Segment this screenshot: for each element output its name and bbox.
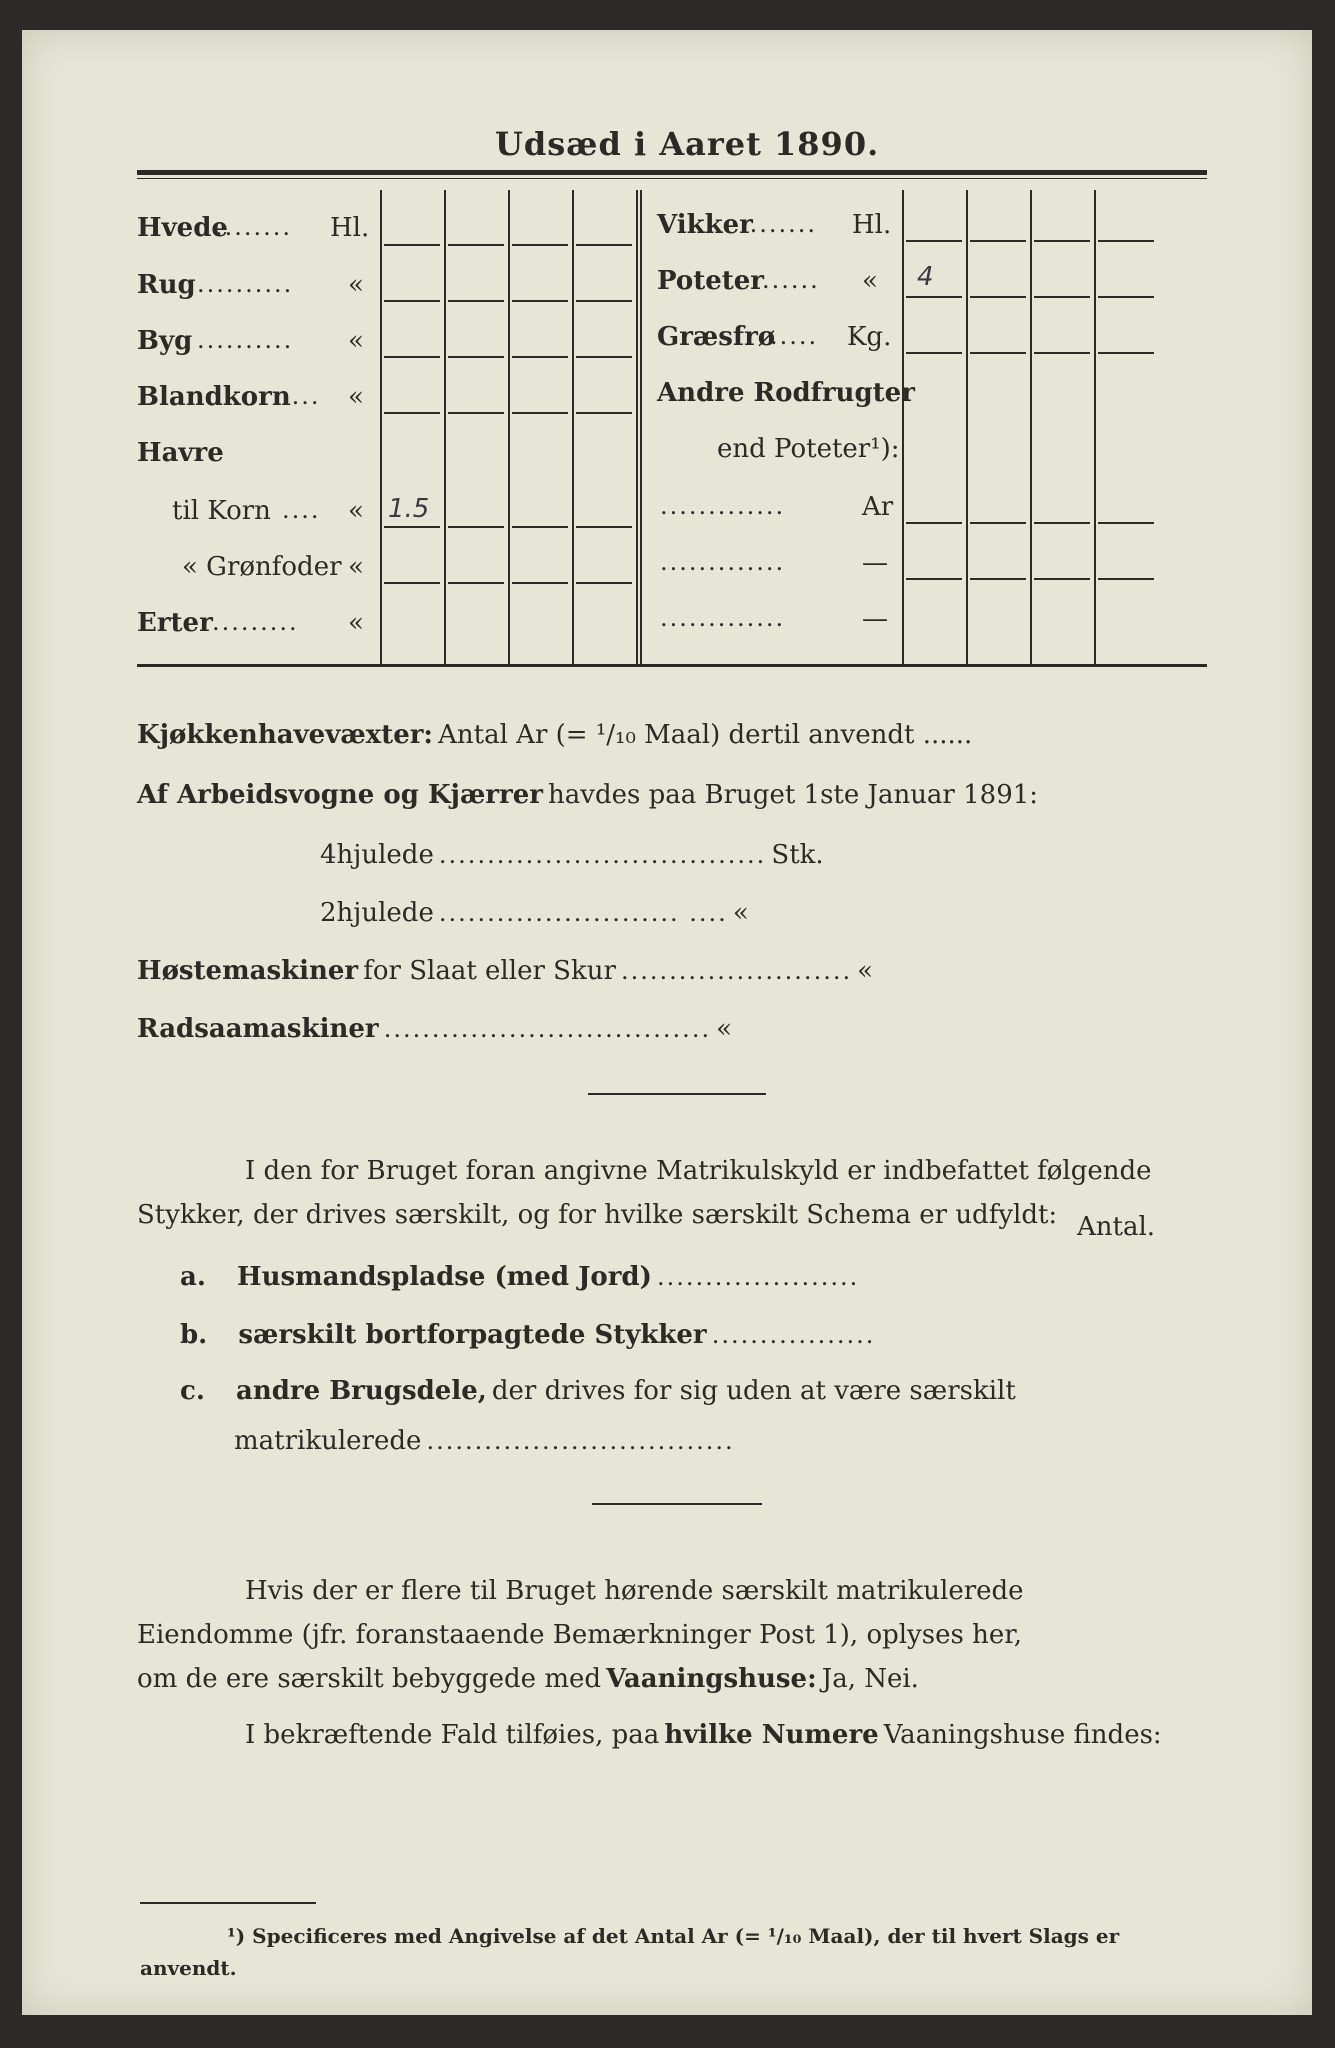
cell-underline [512,582,568,584]
hjul2-unit: « [732,898,749,928]
para2-text: om de ere særskilt bebyggede med [137,1664,602,1694]
cell-underline [384,244,440,246]
item-dots: ................................ [426,1427,735,1455]
row-dots: .... [282,382,321,410]
cell-underline [448,526,504,528]
para2-line3 [137,1664,919,1694]
row-label: Blandkorn [137,382,291,412]
hoste-text: for Slaat eller Skur [363,956,616,986]
item-letter: c. [180,1376,205,1406]
handwritten-value: 4 [917,262,934,292]
kjokken-label: Kjøkkenhavevæxter: [137,720,434,750]
hoste-line [137,956,873,986]
cell-underline [512,526,568,528]
row-unit: « [348,552,364,582]
table-divider [1030,190,1032,664]
cell-underline [970,240,1026,242]
item-dots: ................. [711,1321,876,1349]
cell-underline [384,300,440,302]
item-text: matrikulerede [234,1426,422,1456]
row-unit: Hl. [330,213,370,243]
row-label: Byg [137,326,193,356]
rad-label: Radsaamaskiner [137,1014,379,1044]
row-label: Poteter [657,266,764,296]
cell-underline [448,412,504,414]
row-dots: .......... [197,270,294,298]
row-label: Vikker [657,210,753,240]
row-unit: « [348,608,364,638]
row-unit: Ar [862,492,894,522]
row-dots: ........ [740,210,818,238]
form-page [22,30,1312,2015]
cell-underline [448,356,504,358]
para2-line1: Hvis der er flere til Bruget hørende særskilt matrikulerede [245,1576,1024,1606]
item-b [180,1320,875,1350]
title-rule-thick [137,170,1207,175]
row-label: til Korn [172,496,271,526]
cell-underline [512,412,568,414]
table-divider [508,190,510,664]
row-unit: — [862,604,888,634]
cell-underline [906,352,962,354]
title-rule-thin [137,178,1207,179]
rad-dots: .................................. [383,1015,712,1043]
row-label: « Grønfoder [182,552,342,582]
row-unit: « [862,266,878,296]
row-dots: ...... [762,266,820,294]
footnote-line2: anvendt. [140,1956,237,1980]
cell-underline [384,526,440,528]
row-dots: ............. [660,604,786,632]
row-dots: ......... [212,608,299,636]
row-dots: ..... [770,322,819,350]
item-label: andre Brugsdele, [235,1376,487,1406]
hjul4-label: 4hjulede [320,840,434,870]
cell-underline [1098,578,1154,580]
cell-underline [576,582,632,584]
handwritten-value: 1.5 [388,494,430,524]
hjul4-unit: Stk. [771,840,824,870]
item-label: Husmandspladse (med Jord) [237,1262,652,1292]
cell-underline [1034,352,1090,354]
table-divider [966,190,968,664]
cell-underline [576,356,632,358]
para1-line1: I den for Bruget foran angivne Matrikulskyld er indbefattet følgende [245,1156,1152,1186]
cell-underline [1034,296,1090,298]
row-unit: Kg. [847,322,892,352]
para3-bold: hvilke Numere [664,1720,879,1750]
row-dots: ........ [215,213,293,241]
cell-underline [384,582,440,584]
cell-underline [906,240,962,242]
row-dots: ............. [660,548,786,576]
hoste-label: Høstemaskiner [137,956,359,986]
row-label: end Poteter¹): [717,434,900,464]
para3-text-end: Vaaningshuse findes: [883,1720,1162,1750]
row-unit: « [348,270,364,300]
page-title: Udsæd i Aaret 1890. [495,125,880,163]
cell-underline [1034,522,1090,524]
cell-underline [384,412,440,414]
cell-underline [384,356,440,358]
cell-underline [970,296,1026,298]
cell-underline [576,244,632,246]
cell-underline [576,300,632,302]
cell-underline [448,582,504,584]
cell-underline [970,522,1026,524]
cell-underline [448,300,504,302]
section-divider [588,1093,766,1095]
row-unit: Hl. [852,210,892,240]
row-dots: .......... [197,326,294,354]
hjul2-dots: ......................... .... [438,899,728,927]
cell-underline [512,300,568,302]
table-divider [1094,190,1096,664]
cell-underline [1098,522,1154,524]
table-divider [380,190,382,664]
row-label: Hvede [137,213,228,243]
item-a [180,1262,859,1292]
item-label: særskilt bortforpagtede Stykker [238,1320,707,1350]
cell-underline [448,244,504,246]
table-divider [572,190,574,664]
table-bottom-rule [137,664,1207,667]
cell-underline [576,412,632,414]
table-divider [902,190,904,664]
item-text: der drives for sig uden at være særskilt [491,1376,1016,1406]
row-label: Rug [137,270,196,300]
row-label: Havre [137,438,224,468]
arbeid-label: Af Arbeidsvogne og Kjærrer [137,780,543,810]
kjokken-line [137,720,972,750]
cell-underline [576,526,632,528]
para3-line [245,1720,1162,1750]
row-unit: — [862,548,888,578]
table-divider [640,190,642,664]
cell-underline [1098,296,1154,298]
cell-underline [970,578,1026,580]
arbeid-text: havdes paa Bruget 1ste Januar 1891: [548,780,1039,810]
cell-underline [1034,240,1090,242]
cell-underline [906,296,962,298]
row-dots: ............. [660,492,786,520]
row-label: Andre Rodfrugter [657,378,915,408]
cell-underline [906,522,962,524]
arbeid-line [137,780,1038,810]
table-divider [444,190,446,664]
cell-underline [1034,578,1090,580]
item-c [180,1376,1016,1406]
table-center-divider [636,190,638,664]
para2-line2: Eiendomme (jfr. foranstaaende Bemærkninger Post 1), oplyses her, [137,1620,1023,1650]
para1-line2: Stykker, der drives særskilt, og for hvilke særskilt Schema er udfyldt: [137,1200,1058,1230]
item-letter: b. [180,1320,208,1350]
hjul2-label: 2hjulede [320,898,434,928]
footnote-rule [140,1902,316,1904]
antal-label: Antal. [1077,1212,1156,1242]
para2-options: Ja, Nei. [821,1664,919,1694]
row-unit: « [348,496,364,526]
cell-underline [970,352,1026,354]
item-c-cont [234,1426,735,1456]
row-label: Græsfrø [657,322,776,352]
cell-underline [512,244,568,246]
rad-unit: « [716,1014,733,1044]
hoste-unit: « [857,956,874,986]
cell-underline [1098,240,1154,242]
row-unit: « [348,326,364,356]
row-unit: « [348,382,364,412]
hjul4-dots: .................................. [438,841,767,869]
row-dots: .... [282,496,321,524]
kjokken-text: Antal Ar (= ¹/₁₀ Maal) dertil anvendt ...... [438,720,973,750]
cell-underline [1098,352,1154,354]
hjul4-line [320,840,824,870]
hoste-dots: ........................ [620,957,853,985]
hjul2-line [320,898,749,928]
row-label: Erter [137,608,213,638]
item-letter: a. [180,1262,206,1292]
cell-underline [512,356,568,358]
cell-underline [906,578,962,580]
section-divider [592,1503,762,1505]
item-dots: ..................... [657,1263,860,1291]
rad-line [137,1014,732,1044]
para2-bold: Vaaningshuse: [606,1664,817,1694]
footnote-line1: ¹) Specificeres med Angivelse af det Antal Ar (= ¹/₁₀ Maal), der til hvert Slags er [227,1924,1120,1948]
para3-text: I bekræftende Fald tilføies, paa [245,1720,660,1750]
